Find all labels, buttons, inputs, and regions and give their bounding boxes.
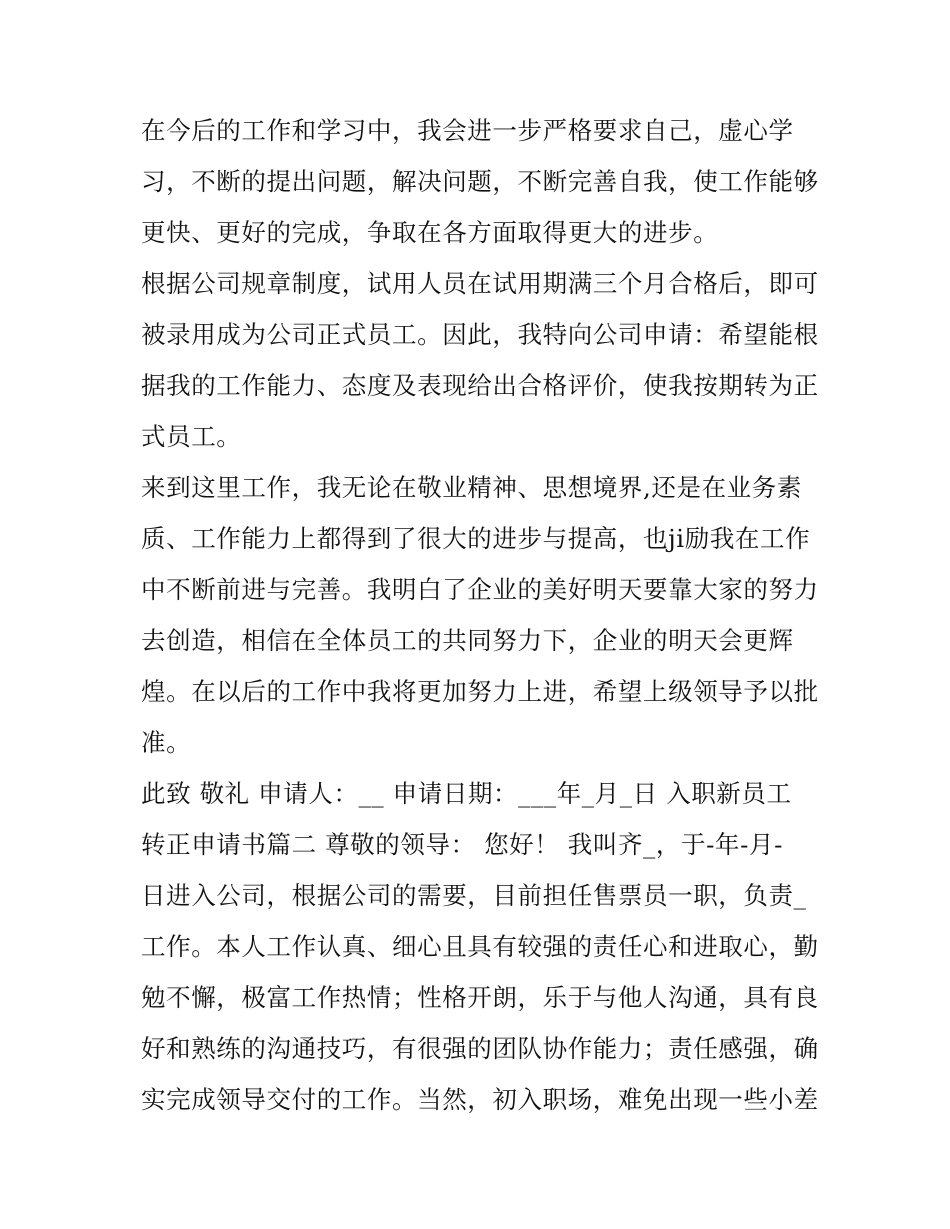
text-line: 勉不懈，极富工作热情；性格开朗，乐于与他人沟通，具有良 xyxy=(141,983,819,1012)
text-line: 更快、更好的完成，争取在各方面取得更大的进步。 xyxy=(141,218,719,247)
text-line: 习，不断的提出问题，解决问题，不断完善自我，使工作能够 xyxy=(141,167,819,196)
text-line: 此致 敬礼 申请人：__ 申请日期：___年_月_日 入职新员工 xyxy=(141,779,792,808)
text-line: 去创造，相信在全体员工的共同努力下，企业的明天会更辉 xyxy=(141,626,794,655)
text-line: 煌。在以后的工作中我将更加努力上进，希望上级领导予以批 xyxy=(141,677,819,706)
text-line: 在今后的工作和学习中，我会进一步严格要求自己，虚心学 xyxy=(141,116,794,145)
text-line: 工作。本人工作认真、细心且具有较强的责任心和进取心，勤 xyxy=(141,932,819,961)
text-line: 准。 xyxy=(141,728,192,757)
text-line: 根据公司规章制度，试用人员在试用期满三个月合格后，即可 xyxy=(141,269,819,298)
text-line: 实完成领导交付的工作。当然，初入职场，难免出现一些小差 xyxy=(141,1085,819,1114)
text-line: 据我的工作能力、态度及表现给出合格评价，使我按期转为正 xyxy=(141,371,819,400)
text-line: 质、工作能力上都得到了很大的进步与提高，也ji励我在工作 xyxy=(141,524,811,553)
text-line: 来到这里工作，我无论在敬业精神、思想境界,还是在业务素 xyxy=(141,473,802,502)
text-line: 日进入公司，根据公司的需要，目前担任售票员一职，负责_ xyxy=(141,881,807,910)
text-line: 好和熟练的沟通技巧，有很强的团队协作能力；责任感强，确 xyxy=(141,1034,819,1063)
text-line: 中不断前进与完善。我明白了企业的美好明天要靠大家的努力 xyxy=(141,575,819,604)
text-line: 转正申请书篇二 尊敬的领导： 您好！ 我叫齐_，于-年-月- xyxy=(141,830,783,859)
document-body xyxy=(141,110,821,1130)
text-line: 被录用成为公司正式员工。因此，我特向公司申请：希望能根 xyxy=(141,320,819,349)
text-line: 式员工。 xyxy=(141,422,242,451)
